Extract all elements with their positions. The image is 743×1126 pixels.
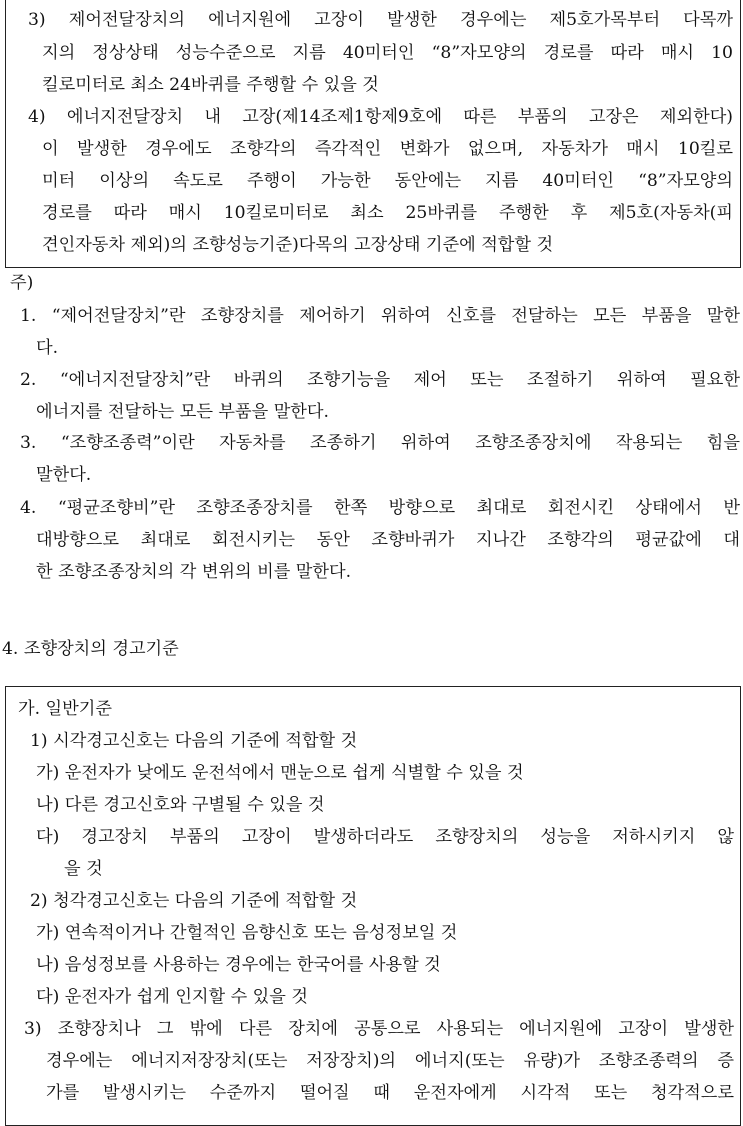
box1-line: 지의 정상상태 성능수준으로 지름 40미터인 “8”자모양의 경로를 따라 매시 10 (42, 43, 733, 63)
note-line: 말한다. (36, 465, 92, 485)
note-line: 한 조향조종장치의 각 변위의 비를 말한다. (36, 562, 352, 582)
box2-line: 가를 발생시키는 수준까지 떨어질 때 운전자에게 시각적 또는 청각적으로 (46, 1083, 734, 1103)
continuation-box (5, 0, 741, 268)
box2-line: 2) 청각경고신호는 다음의 기준에 적합할 것 (30, 891, 358, 911)
box1-line: 이 발생한 경우에도 조향각의 즉각적인 변화가 없으며, 자동차가 매시 10킬로 (42, 139, 733, 159)
box1-line: 킬로미터로 최소 24바퀴를 주행할 수 있을 것 (42, 75, 379, 95)
box2-line: 경우에는 에너지저장장치(또는 저장장치)의 에너지(또는 유량)가 조향조종력의 증 (46, 1051, 734, 1071)
box1-line: 미터 이상의 속도로 주행이 가능한 동안에는 지름 40미터인 “8”자모양의 (42, 171, 733, 191)
note-line: 3. “조향조종력”이란 자동차를 조종하기 위하여 조향조종장치에 작용되는 힘을 (20, 433, 740, 453)
note-line: 2. “에너지전달장치”란 바퀴의 조향기능을 제어 또는 조절하기 위하여 필요한 (20, 370, 740, 390)
section-title: 4. 조향장치의 경고기준 (2, 639, 179, 659)
note-line: 대방향으로 최대로 회전시키는 동안 조향바퀴가 지나간 조향각의 평균값에 대 (36, 530, 740, 550)
notes-heading: 주) (10, 273, 34, 293)
box1-line: 3) 제어전달장치의 에너지원에 고장이 발생한 경우에는 제5호가목부터 다목까 (28, 10, 733, 30)
box2-line: 나) 다른 경고신호와 구별될 수 있을 것 (36, 795, 325, 815)
box2-line: 나) 음성정보를 사용하는 경우에는 한국어를 사용할 것 (36, 955, 441, 975)
box1-line: 경로를 따라 매시 10킬로미터로 최소 25바퀴를 주행한 후 제5호(자동차(피 (42, 203, 733, 223)
box2-line: 다) 운전자가 쉽게 인지할 수 있을 것 (36, 987, 308, 1007)
note-line: 에너지를 전달하는 모든 부품을 말한다. (36, 402, 329, 422)
box2-line: 가. 일반기준 (18, 699, 112, 719)
general-criteria-box (5, 686, 741, 1126)
box2-line: 가) 연속적이거나 간헐적인 음향신호 또는 음성정보일 것 (36, 923, 458, 943)
box1-line: 견인자동차 제외)의 조향성능기준)다목의 고장상태 기준에 적합할 것 (42, 235, 554, 255)
box2-line: 가) 운전자가 낮에도 운전석에서 맨눈으로 쉽게 식별할 수 있을 것 (36, 763, 524, 783)
box2-line: 3) 조향장치나 그 밖에 다른 장치에 공통으로 사용되는 에너지원에 고장이 발생한 (24, 1019, 734, 1039)
note-line: 1. “제어전달장치”란 조향장치를 제어하기 위하여 신호를 전달하는 모든 부품을 말한 (20, 306, 740, 326)
box2-line: 다) 경고장치 부품의 고장이 발생하더라도 조향장치의 성능을 저하시키지 않 (36, 827, 734, 847)
box1-line: 4) 에너지전달장치 내 고장(제14조제1항제9호에 따른 부품의 고장은 제외한다) (28, 107, 733, 127)
note-line: 4. “평균조향비”란 조향조종장치를 한쪽 방향으로 최대로 회전시킨 상태에서 반 (20, 498, 740, 518)
box2-line: 1) 시각경고신호는 다음의 기준에 적합할 것 (30, 731, 358, 751)
box2-line: 을 것 (64, 859, 103, 879)
note-line: 다. (36, 338, 59, 358)
